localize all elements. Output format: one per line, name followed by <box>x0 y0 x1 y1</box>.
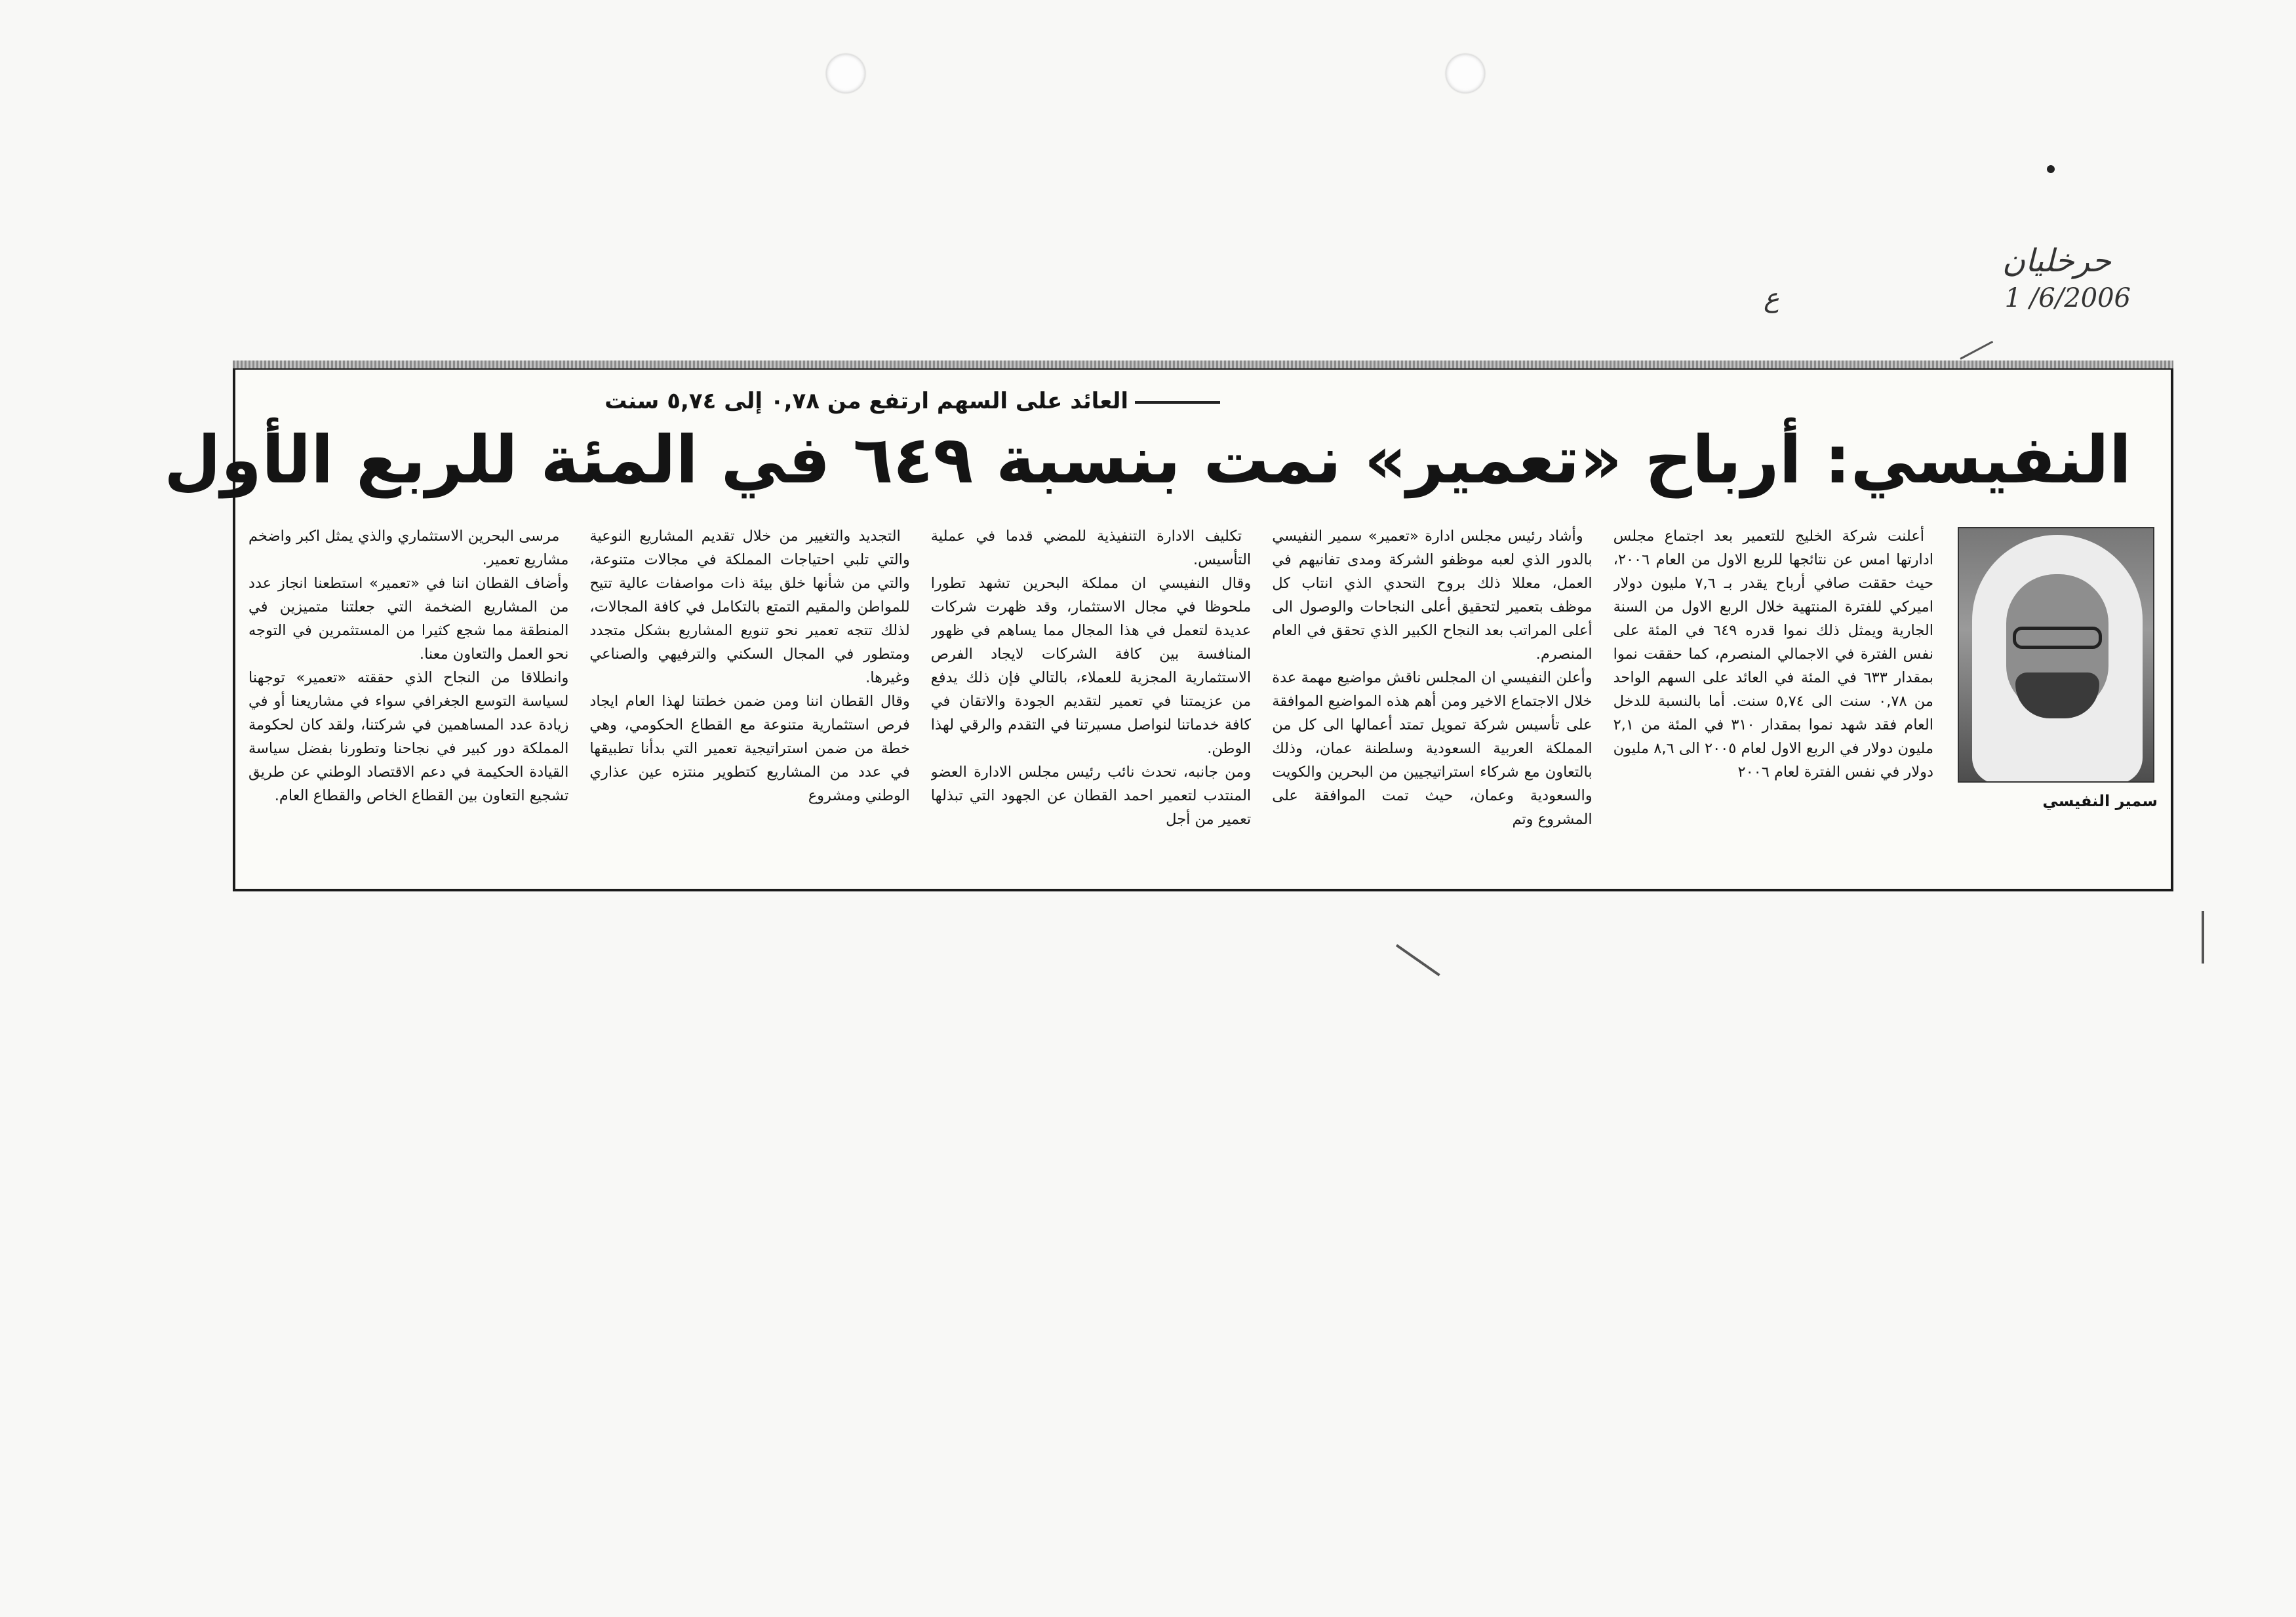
clipping-top-rule <box>233 360 2173 368</box>
punch-hole <box>826 54 865 93</box>
handwritten-date: 1 /6/2006 <box>2004 283 2131 313</box>
portrait-photo <box>1958 527 2154 783</box>
article-column <box>589 524 909 876</box>
punch-hole <box>1446 54 1485 93</box>
photo-column <box>1954 524 2158 876</box>
article-column-text: تكليف الادارة التنفيذية للمضي قدما في عملية التأسيس. وقال النفيسي ان مملكة البحرين تشهد تطورا ملحوظا في مجال الاستثمار، وقد ظهرت شركات عديدة لتعمل في هذا المجال مما يساهم في ظهور المنافسة بين كافة الشركات لايجاد الفرص الاستثمارية المجزية للعملاء، بالتالي فإن ذلك يدفع من عزيمتنا في تعمير لتقديم الجودة والاتقان في كافة خدماتنا لنواصل مسيرتنا في التقدم والرقي لهذا الوطن. ومن جانبه، تحدث نائب رئيس مجلس الادارة العضو المنتدب لتعمير احمد القطان عن الجهود التي تبذلها تعمير من أجل <box>930 528 1252 828</box>
article-column <box>1272 524 1592 876</box>
article-column <box>248 524 568 876</box>
article-column-text: التجديد والتغيير من خلال تقديم المشاريع النوعية والتي تلبي احتياجات المملكة في مجالات متنوعة، والتي من شأنها خلق بيئة ذات مواصفات عالية تتيح للمواطن والمقيم التمتع بالتكامل في كافة المجالات، لذلك تتجه تعمير نحو تنويع المشاريع بشكل متجدد ومتطور في المجال السكني والترفيهي والصناعي وغيرها. وقال القطان اننا ومن ضمن خطتنا لهذا العام ايجاد فرص استثمارية متنوعة مع القطاع الحكومي، وهي خطة من ضمن استراتيجية تعمير التي بدأنا تطبيقها في عدد من المشاريع كتطوير منتزه عين عذاري الوطني ومشروع <box>589 528 910 804</box>
article-body <box>248 524 2158 876</box>
article-headline: النفيسي: أرباح «تعمير» نمت بنسبة ٦٤٩ في المئة للربع الأول <box>164 421 2131 498</box>
article-column-text: أعلنت شركة الخليج للتعمير بعد اجتماع مجلس ادارتها امس عن نتائجها للربع الاول من العام ٢٠٠٦، حيث حققت صافي أرباح يقدر بـ ٧,٦ مليون دولار اميركي للفترة المنتهية خلال الربع الاول من السنة الجارية ويمثل ذلك نموا قدره ٦٤٩ في المئة على نفس الفترة في الاجمالي المنصرم، كما حققت نموا بمقدار ٦٣٣ في المئة في العائد على السهم الواحد من ٠,٧٨ سنت الى ٥,٧٤ سنت. أما بالنسبة للدخل العام فقد شهد نموا بمقدار ٣١٠ في المئة من ٢,١ مليون دولار في الربع الاول لعام ٢٠٠٥ الى ٨,٦ مليون دولار في نفس الفترة لعام ٢٠٠٦ <box>1613 528 1933 781</box>
newspaper-clipping <box>164 367 2173 891</box>
article-column <box>931 524 1251 876</box>
pen-stroke <box>2202 911 2204 964</box>
handwritten-source: حرخليان <box>2002 243 2111 279</box>
handwritten-mark: ع <box>1764 283 1779 313</box>
article-subheadline: العائد على السهم ارتفع من ٠,٧٨ إلى ٥,٧٤ سنت <box>604 388 1220 414</box>
handwritten-annotation <box>1764 243 2131 313</box>
pen-stroke <box>1960 341 1993 360</box>
pen-stroke <box>1396 944 1440 976</box>
ink-speck <box>2047 165 2055 173</box>
article-column <box>1613 524 1933 876</box>
article-column-text: وأشاد رئيس مجلس ادارة «تعمير» سمير النفيسي بالدور الذي لعبه موظفو الشركة ومدى تفانيهم في العمل، معللا ذلك بروح التحدي الذي انتاب كل موظف بتعمير لتحقيق أعلى النجاحات والوصول الى أعلى المراتب بعد النجاح الكبير الذي تحقق في العام المنصرم. وأعلن النفيسي ان المجلس ناقش مواضيع مهمة عدة خلال الاجتماع الاخير ومن أهم هذه المواضيع الموافقة على تأسيس شركة تمويل تمتد أعمالها الى كل من المملكة العربية السعودية وسلطنة عمان، وذلك بالتعاون مع شركاء استراتيجيين من البحرين والكويت والسعودية وعمان، حيث تمت الموافقة على المشروع وتم <box>1272 528 1593 828</box>
photo-caption: سمير النفيسي <box>2042 792 2158 810</box>
article-column-text: مرسى البحرين الاستثماري والذي يمثل اكبر واضخم مشاريع تعمير. وأضاف القطان اننا في «تعمير» استطعنا انجاز عدد من المشاريع الضخمة التي جعلتنا متميزين في المنطقة مما شجع كثيرا من المستثمرين في التوجه نحو العمل والتعاون معنا. وانطلاقا من النجاح الذي حققته «تعمير» توجهنا لسياسة التوسع الجغرافي سواء في مشاريعنا أو في زيادة عدد المساهمين في شركتنا، ولقد كان لحكومة المملكة دور كبير في نجاحنا وتطورنا بفضل سياسة القيادة الحكيمة في دعم الاقتصاد الوطني عن طريق تشجيع التعاون بين القطاع الخاص والقطاع العام. <box>248 528 569 804</box>
